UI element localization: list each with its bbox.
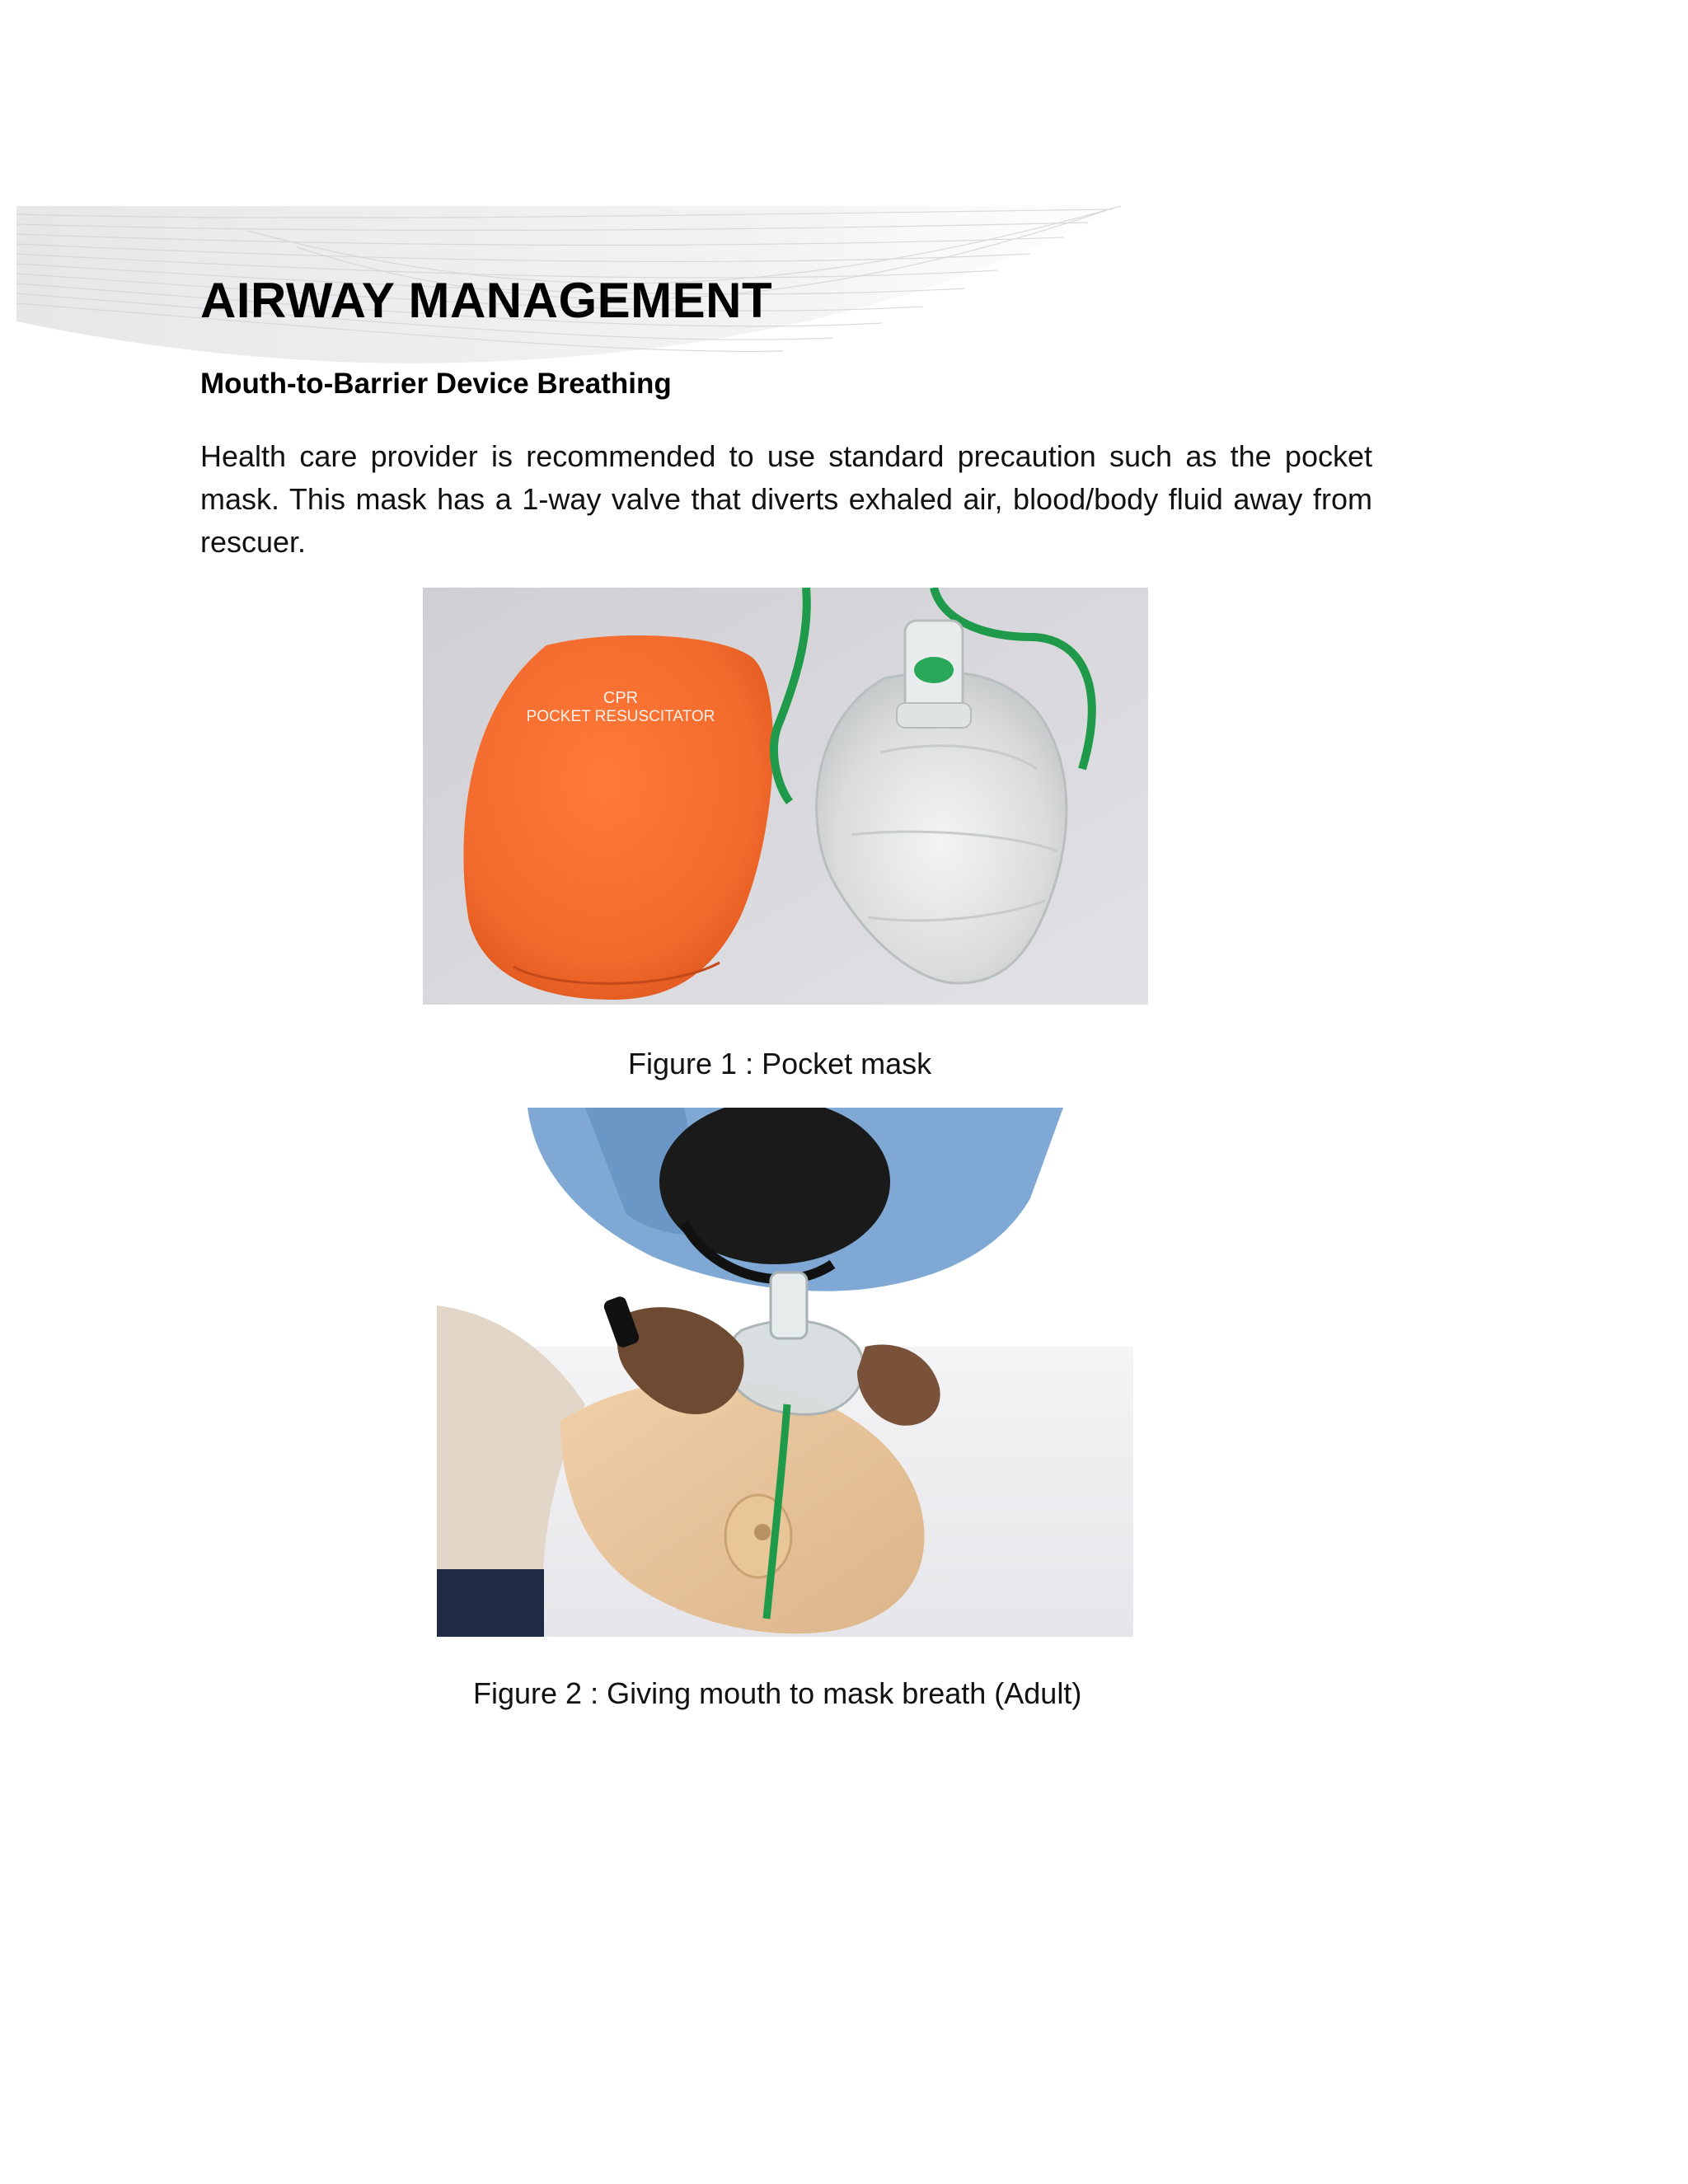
figure-1-caption: Figure 1 : Pocket mask [628, 1047, 932, 1080]
case-label-pocket-resuscitator: POCKET RESUSCITATOR [526, 708, 715, 725]
section-subtitle: Mouth-to-Barrier Device Breathing [200, 368, 672, 400]
page-title: AIRWAY MANAGEMENT [200, 273, 773, 328]
figure-2-caption: Figure 2 : Giving mouth to mask breath (Adult) [473, 1676, 1082, 1710]
pocket-mask-photo [423, 588, 1148, 1005]
case-label-cpr: CPR [603, 689, 639, 707]
mouth-to-mask-photo [437, 1108, 1133, 1637]
body-paragraph: Health care provider is recommended to use standard precaution such as the pocket mask. This mask has a 1-way valve that diverts exhaled air, blood/body fluid away from rescuer. [200, 439, 1372, 559]
